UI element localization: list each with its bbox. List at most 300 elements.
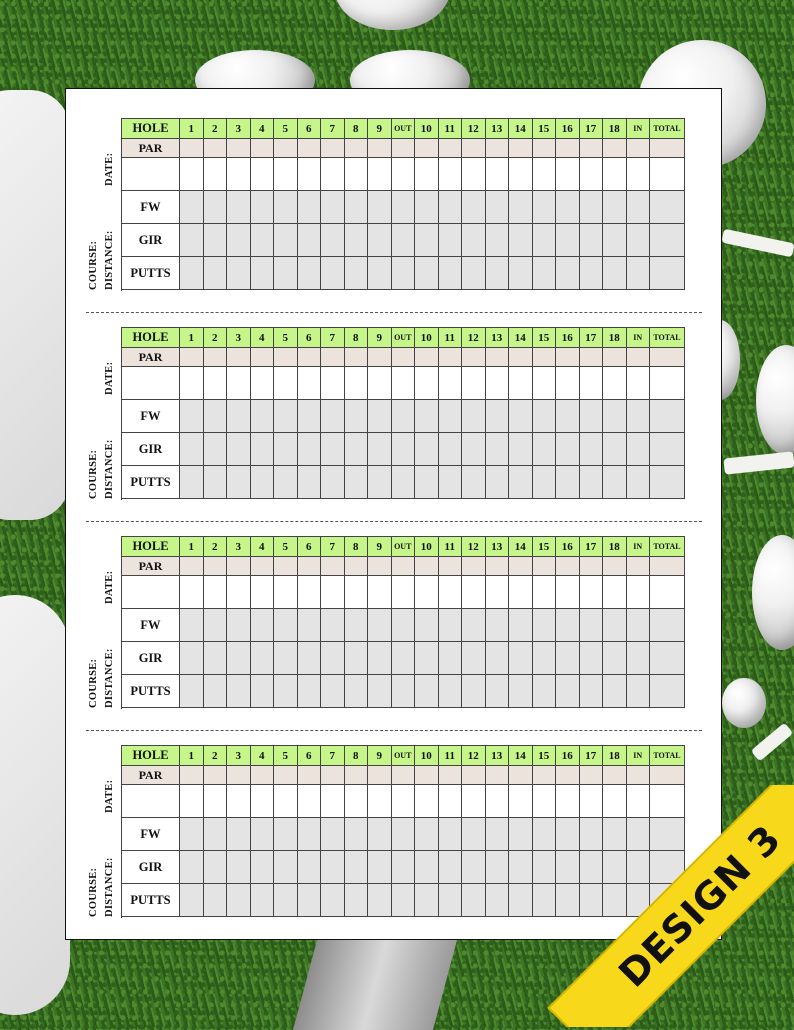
score-cell[interactable] [180,557,204,576]
score-cell[interactable] [603,557,627,576]
score-cell[interactable] [227,851,251,884]
score-cell[interactable] [227,642,251,675]
score-cell[interactable] [415,466,439,499]
score-cell[interactable] [250,257,274,290]
score-cell[interactable] [603,348,627,367]
score-cell[interactable] [203,785,227,818]
score-cell[interactable] [227,224,251,257]
score-cell[interactable] [321,466,345,499]
score-cell[interactable] [579,609,603,642]
score-cell[interactable] [321,557,345,576]
score-cell[interactable] [227,557,251,576]
score-cell[interactable] [297,557,321,576]
score-cell[interactable] [438,609,462,642]
score-cell[interactable] [391,191,415,224]
score-cell[interactable] [579,400,603,433]
score-cell[interactable] [227,433,251,466]
score-cell[interactable] [603,766,627,785]
score-cell[interactable] [485,433,509,466]
score-cell[interactable] [180,851,204,884]
score-cell[interactable] [462,257,486,290]
score-cell[interactable] [227,766,251,785]
score-cell[interactable] [368,675,392,708]
score-cell[interactable] [485,609,509,642]
score-cell[interactable] [321,367,345,400]
score-cell[interactable] [180,348,204,367]
score-cell[interactable] [250,785,274,818]
score-cell[interactable] [650,576,685,609]
score-cell[interactable] [344,884,368,917]
score-cell[interactable] [391,257,415,290]
score-cell[interactable] [391,224,415,257]
score-cell[interactable] [438,851,462,884]
score-cell[interactable] [274,466,298,499]
score-cell[interactable] [626,348,650,367]
score-cell[interactable] [603,191,627,224]
score-cell[interactable] [438,557,462,576]
score-cell[interactable] [297,884,321,917]
score-cell[interactable] [344,257,368,290]
score-cell[interactable] [180,367,204,400]
score-cell[interactable] [556,158,580,191]
score-cell[interactable] [297,785,321,818]
score-cell[interactable] [556,609,580,642]
score-cell[interactable] [438,224,462,257]
score-cell[interactable] [391,576,415,609]
score-cell[interactable] [227,818,251,851]
score-cell[interactable] [180,818,204,851]
score-cell[interactable] [321,766,345,785]
score-cell[interactable] [203,818,227,851]
score-cell[interactable] [203,609,227,642]
score-cell[interactable] [579,158,603,191]
score-cell[interactable] [579,766,603,785]
score-cell[interactable] [438,257,462,290]
score-cell[interactable] [368,224,392,257]
score-cell[interactable] [180,400,204,433]
score-cell[interactable] [556,766,580,785]
score-cell[interactable] [368,609,392,642]
score-cell[interactable] [438,642,462,675]
score-cell[interactable] [485,224,509,257]
score-cell[interactable] [297,158,321,191]
score-cell[interactable] [368,158,392,191]
score-cell[interactable] [532,158,556,191]
score-cell[interactable] [297,466,321,499]
score-cell[interactable] [203,224,227,257]
score-cell[interactable] [297,576,321,609]
score-cell[interactable] [391,884,415,917]
score-cell[interactable] [462,642,486,675]
score-cell[interactable] [297,433,321,466]
score-cell[interactable] [321,433,345,466]
score-cell[interactable] [344,818,368,851]
score-cell[interactable] [532,466,556,499]
score-cell[interactable] [250,158,274,191]
score-cell[interactable] [344,224,368,257]
score-cell[interactable] [556,557,580,576]
score-cell[interactable] [344,557,368,576]
score-cell[interactable] [485,400,509,433]
score-cell[interactable] [509,257,533,290]
score-cell[interactable] [203,766,227,785]
score-cell[interactable] [603,139,627,158]
score-cell[interactable] [462,818,486,851]
score-cell[interactable] [250,433,274,466]
score-cell[interactable] [556,433,580,466]
score-cell[interactable] [532,766,556,785]
score-cell[interactable] [297,851,321,884]
score-cell[interactable] [438,400,462,433]
score-cell[interactable] [180,576,204,609]
score-cell[interactable] [509,400,533,433]
score-cell[interactable] [321,158,345,191]
score-cell[interactable] [438,766,462,785]
score-cell[interactable] [180,257,204,290]
score-cell[interactable] [391,818,415,851]
score-cell[interactable] [250,818,274,851]
score-cell[interactable] [579,224,603,257]
score-cell[interactable] [485,818,509,851]
score-cell[interactable] [180,139,204,158]
score-cell[interactable] [321,400,345,433]
score-cell[interactable] [485,191,509,224]
score-cell[interactable] [485,257,509,290]
score-cell[interactable] [462,400,486,433]
score-cell[interactable] [509,884,533,917]
score-cell[interactable] [368,766,392,785]
score-cell[interactable] [415,766,439,785]
score-cell[interactable] [485,766,509,785]
score-cell[interactable] [391,766,415,785]
score-cell[interactable] [368,139,392,158]
score-cell[interactable] [556,576,580,609]
score-cell[interactable] [297,139,321,158]
score-cell[interactable] [650,139,685,158]
score-cell[interactable] [321,785,345,818]
score-cell[interactable] [509,348,533,367]
score-cell[interactable] [626,675,650,708]
score-cell[interactable] [368,576,392,609]
score-cell[interactable] [650,367,685,400]
score-cell[interactable] [579,557,603,576]
score-cell[interactable] [509,785,533,818]
score-cell[interactable] [227,466,251,499]
score-cell[interactable] [485,466,509,499]
score-cell[interactable] [438,884,462,917]
score-cell[interactable] [485,348,509,367]
score-cell[interactable] [603,367,627,400]
score-cell[interactable] [626,642,650,675]
score-cell[interactable] [415,191,439,224]
score-cell[interactable] [344,139,368,158]
score-cell[interactable] [438,158,462,191]
score-cell[interactable] [203,557,227,576]
score-cell[interactable] [415,224,439,257]
score-cell[interactable] [462,348,486,367]
score-cell[interactable] [274,785,298,818]
score-cell[interactable] [579,466,603,499]
score-cell[interactable] [203,884,227,917]
score-cell[interactable] [603,257,627,290]
score-cell[interactable] [415,257,439,290]
score-cell[interactable] [274,766,298,785]
score-cell[interactable] [250,557,274,576]
score-cell[interactable] [180,766,204,785]
score-cell[interactable] [274,818,298,851]
score-cell[interactable] [650,557,685,576]
score-cell[interactable] [532,191,556,224]
score-cell[interactable] [368,884,392,917]
score-cell[interactable] [415,139,439,158]
score-cell[interactable] [626,257,650,290]
score-cell[interactable] [250,642,274,675]
score-cell[interactable] [297,642,321,675]
score-cell[interactable] [462,224,486,257]
score-cell[interactable] [462,884,486,917]
score-cell[interactable] [415,609,439,642]
score-cell[interactable] [344,576,368,609]
score-cell[interactable] [626,609,650,642]
score-cell[interactable] [227,576,251,609]
score-cell[interactable] [415,348,439,367]
score-cell[interactable] [532,642,556,675]
score-cell[interactable] [626,400,650,433]
score-cell[interactable] [227,158,251,191]
score-cell[interactable] [532,557,556,576]
score-cell[interactable] [415,884,439,917]
score-cell[interactable] [509,642,533,675]
score-cell[interactable] [203,675,227,708]
score-cell[interactable] [579,191,603,224]
score-cell[interactable] [344,348,368,367]
score-cell[interactable] [603,609,627,642]
score-cell[interactable] [509,557,533,576]
score-cell[interactable] [274,851,298,884]
score-cell[interactable] [391,400,415,433]
score-cell[interactable] [321,191,345,224]
score-cell[interactable] [462,785,486,818]
score-cell[interactable] [438,785,462,818]
score-cell[interactable] [250,139,274,158]
score-cell[interactable] [344,466,368,499]
score-cell[interactable] [391,642,415,675]
score-cell[interactable] [415,433,439,466]
score-cell[interactable] [438,139,462,158]
score-cell[interactable] [344,367,368,400]
score-cell[interactable] [250,884,274,917]
score-cell[interactable] [626,766,650,785]
score-cell[interactable] [321,642,345,675]
score-cell[interactable] [344,851,368,884]
score-cell[interactable] [227,348,251,367]
score-cell[interactable] [250,191,274,224]
score-cell[interactable] [532,609,556,642]
score-cell[interactable] [556,642,580,675]
score-cell[interactable] [603,576,627,609]
score-cell[interactable] [227,191,251,224]
score-cell[interactable] [368,367,392,400]
score-cell[interactable] [438,433,462,466]
score-cell[interactable] [274,224,298,257]
score-cell[interactable] [650,433,685,466]
score-cell[interactable] [203,367,227,400]
score-cell[interactable] [227,675,251,708]
score-cell[interactable] [297,191,321,224]
score-cell[interactable] [368,433,392,466]
score-cell[interactable] [556,257,580,290]
score-cell[interactable] [344,433,368,466]
score-cell[interactable] [297,367,321,400]
score-cell[interactable] [556,367,580,400]
score-cell[interactable] [509,191,533,224]
score-cell[interactable] [438,367,462,400]
score-cell[interactable] [250,675,274,708]
score-cell[interactable] [368,257,392,290]
score-cell[interactable] [415,576,439,609]
score-cell[interactable] [532,348,556,367]
score-cell[interactable] [297,257,321,290]
score-cell[interactable] [391,367,415,400]
score-cell[interactable] [579,433,603,466]
score-cell[interactable] [344,675,368,708]
score-cell[interactable] [227,257,251,290]
score-cell[interactable] [579,367,603,400]
score-cell[interactable] [297,348,321,367]
score-cell[interactable] [650,466,685,499]
score-cell[interactable] [321,851,345,884]
score-cell[interactable] [485,367,509,400]
score-cell[interactable] [203,851,227,884]
score-cell[interactable] [556,191,580,224]
score-cell[interactable] [462,139,486,158]
score-cell[interactable] [603,158,627,191]
score-cell[interactable] [297,400,321,433]
score-cell[interactable] [485,884,509,917]
score-cell[interactable] [532,367,556,400]
score-cell[interactable] [227,609,251,642]
score-cell[interactable] [415,158,439,191]
score-cell[interactable] [391,433,415,466]
score-cell[interactable] [250,851,274,884]
score-cell[interactable] [368,466,392,499]
score-cell[interactable] [556,675,580,708]
score-cell[interactable] [344,766,368,785]
score-cell[interactable] [391,348,415,367]
score-cell[interactable] [415,557,439,576]
score-cell[interactable] [297,675,321,708]
score-cell[interactable] [650,766,685,785]
score-cell[interactable] [579,348,603,367]
score-cell[interactable] [203,257,227,290]
score-cell[interactable] [415,785,439,818]
score-cell[interactable] [650,642,685,675]
score-cell[interactable] [368,642,392,675]
score-cell[interactable] [203,139,227,158]
score-cell[interactable] [321,257,345,290]
score-cell[interactable] [603,433,627,466]
score-cell[interactable] [462,433,486,466]
score-cell[interactable] [532,400,556,433]
score-cell[interactable] [274,884,298,917]
score-cell[interactable] [556,224,580,257]
score-cell[interactable] [415,675,439,708]
score-cell[interactable] [415,818,439,851]
score-cell[interactable] [297,818,321,851]
score-cell[interactable] [274,191,298,224]
score-cell[interactable] [297,224,321,257]
score-cell[interactable] [180,466,204,499]
score-cell[interactable] [509,224,533,257]
score-cell[interactable] [650,400,685,433]
score-cell[interactable] [650,158,685,191]
score-cell[interactable] [556,400,580,433]
score-cell[interactable] [485,785,509,818]
score-cell[interactable] [180,609,204,642]
score-cell[interactable] [462,766,486,785]
score-cell[interactable] [391,158,415,191]
score-cell[interactable] [321,348,345,367]
score-cell[interactable] [509,851,533,884]
score-cell[interactable] [250,466,274,499]
score-cell[interactable] [368,191,392,224]
score-cell[interactable] [485,139,509,158]
score-cell[interactable] [438,675,462,708]
score-cell[interactable] [321,139,345,158]
score-cell[interactable] [391,139,415,158]
score-cell[interactable] [180,884,204,917]
score-cell[interactable] [415,642,439,675]
score-cell[interactable] [532,675,556,708]
score-cell[interactable] [250,576,274,609]
score-cell[interactable] [485,576,509,609]
score-cell[interactable] [274,675,298,708]
score-cell[interactable] [579,675,603,708]
score-cell[interactable] [532,224,556,257]
score-cell[interactable] [650,609,685,642]
score-cell[interactable] [203,576,227,609]
score-cell[interactable] [485,557,509,576]
score-cell[interactable] [344,191,368,224]
score-cell[interactable] [391,466,415,499]
score-cell[interactable] [415,367,439,400]
score-cell[interactable] [579,139,603,158]
score-cell[interactable] [532,139,556,158]
score-cell[interactable] [556,466,580,499]
score-cell[interactable] [227,367,251,400]
score-cell[interactable] [180,158,204,191]
score-cell[interactable] [626,191,650,224]
score-cell[interactable] [462,158,486,191]
score-cell[interactable] [509,433,533,466]
score-cell[interactable] [250,367,274,400]
score-cell[interactable] [274,257,298,290]
score-cell[interactable] [227,884,251,917]
score-cell[interactable] [415,400,439,433]
score-cell[interactable] [532,576,556,609]
score-cell[interactable] [203,158,227,191]
score-cell[interactable] [485,642,509,675]
score-cell[interactable] [509,818,533,851]
score-cell[interactable] [274,609,298,642]
score-cell[interactable] [391,675,415,708]
score-cell[interactable] [368,785,392,818]
score-cell[interactable] [462,557,486,576]
score-cell[interactable] [438,576,462,609]
score-cell[interactable] [321,224,345,257]
score-cell[interactable] [368,400,392,433]
score-cell[interactable] [391,609,415,642]
